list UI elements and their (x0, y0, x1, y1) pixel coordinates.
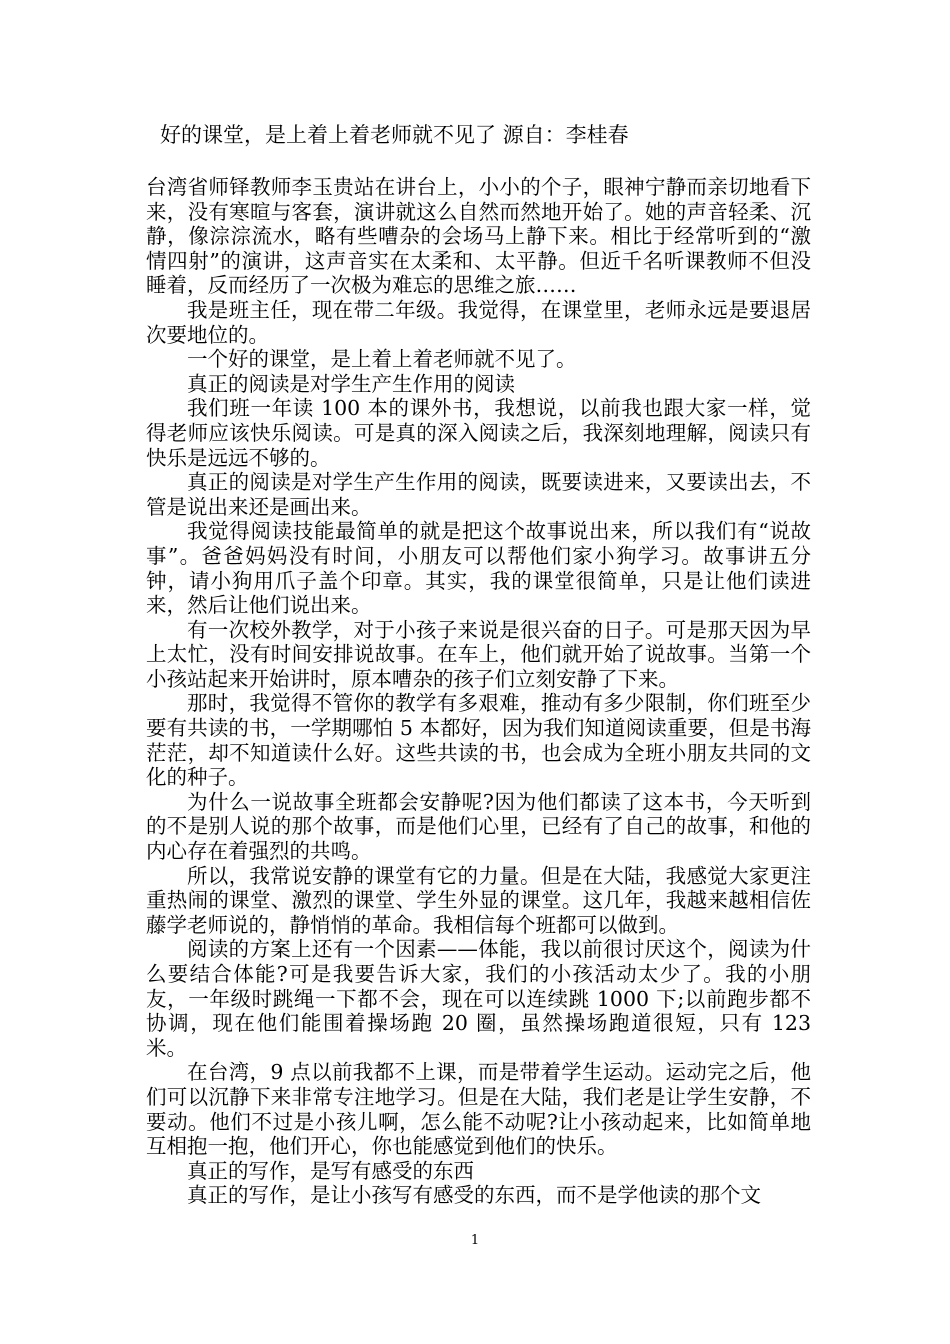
paragraph: 真正的写作，是让小孩写有感受的东西，而不是学他读的那个文 (187, 1183, 761, 1208)
document-body (146, 175, 811, 1208)
section-heading: 真正的阅读是对学生产生作用的阅读 (187, 371, 515, 396)
page-number: 1 (470, 1233, 480, 1248)
paragraph: 我是班主任，现在带二年级。我觉得，在课堂里，老师永远是要退居次要地位的。 (146, 297, 811, 347)
paragraph-intro: 台湾省师铎教师李玉贵站在讲台上，小小的个子，眼神宁静而亲切地看下来，没有寒暄与客套，演讲就这么自然而然地开始了。她的声音轻柔、沉静，像淙淙流水，略有些嘈杂的会场马上静下来。相比于经常听到的“激情四射”的演讲，这声音实在太柔和、太平静。但近千名听课教师不但没睡着，反而经历了一次极为难忘的思维之旅…… (146, 175, 811, 298)
paragraph: 我觉得阅读技能最简单的就是把这个故事说出来，所以我们有“说故事”。爸爸妈妈没有时间，小朋友可以帮他们家小狗学习。故事讲五分钟，请小狗用爪子盖个印章。其实，我的课堂很简单，只是让他们读进来，然后让他们说出来。 (146, 519, 811, 618)
paragraph: 阅读的方案上还有一个因素——体能，我以前很讨厌这个，阅读为什么要结合体能?可是我要告诉大家，我们的小孩活动太少了。我的小朋友，一年级时跳绳一下都不会，现在可以连续跳 1000 下;以前跑步都不协调，现在他们能围着操场跑 20 圈，虽然操场跑道很短，只有 123 米。 (146, 937, 811, 1060)
section-heading: 真正的写作，是写有感受的东西 (187, 1158, 474, 1183)
paragraph: 我们班一年读 100 本的课外书，我想说，以前我也跟大家一样，觉得老师应该快乐阅读。可是真的深入阅读之后，我深刻地理解，阅读只有快乐是远远不够的。 (146, 396, 811, 470)
paragraph: 所以，我常说安静的课堂有它的力量。但是在大陆，我感觉大家更注重热闹的课堂、激烈的课堂、学生外显的课堂。这几年，我越来越相信佐藤学老师说的，静悄悄的革命。我相信每个班都可以做到。 (146, 863, 811, 937)
paragraph: 有一次校外教学，对于小孩子来说是很兴奋的日子。可是那天因为早上太忙，没有时间安排说故事。在车上，他们就开始了说故事。当第一个小孩站起来开始讲时，原本嘈杂的孩子们立刻安静了下来。 (146, 617, 811, 691)
paragraph: 在台湾，9 点以前我都不上课，而是带着学生运动。运动完之后，他们可以沉静下来非常专注地学习。但是在大陆，我们老是让学生安静，不要动。他们不过是小孩儿啊，怎么能不动呢?让小孩动起来，比如简单地互相抱一抱，他们开心，你也能感觉到他们的快乐。 (146, 1060, 811, 1159)
paragraph: 真正的阅读是对学生产生作用的阅读，既要读进来，又要读出去，不管是说出来还是画出来。 (146, 470, 811, 519)
paragraph: 为什么一说故事全班都会安静呢?因为他们都读了这本书，今天听到的不是别人说的那个故事，而是他们心里，已经有了自己的故事，和他的内心存在着强烈的共鸣。 (146, 789, 811, 864)
paragraph: 一个好的课堂，是上着上着老师就不见了。 (187, 347, 577, 372)
document-title: 好的课堂，是上着上着老师就不见了 源自：李桂春 (160, 123, 629, 147)
paragraph: 那时，我觉得不管你的教学有多艰难，推动有多少限制，你们班至少要有共读的书，一学期哪怕 5 本都好，因为我们知道阅读重要，但是书海茫茫，却不知道读什么好。这些共读的书，也会成为全班小朋友共同的文化的种子。 (146, 691, 811, 790)
